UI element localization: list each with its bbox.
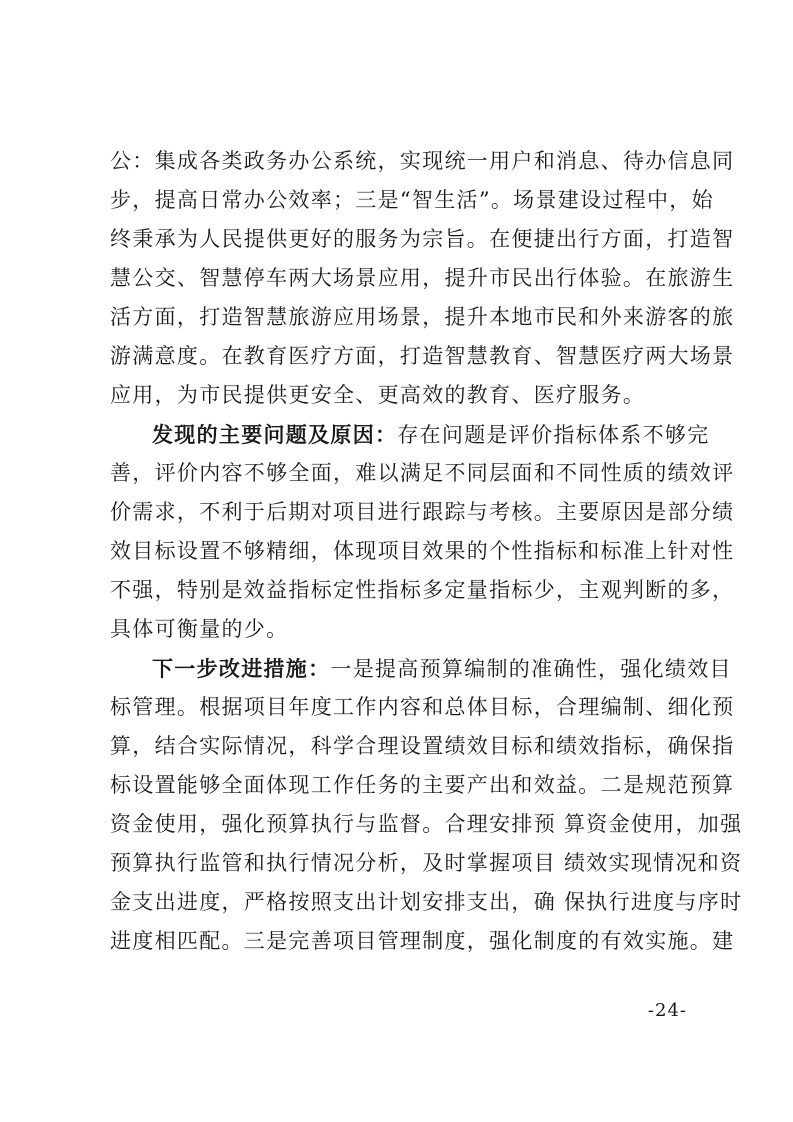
text-line: 价需求，不利于后期对项目进行跟踪与考核。主要原因是部分绩 xyxy=(110,500,735,524)
text-line: 活方面，打造智慧旅游应用场景，提升本地市民和外来游客的旅 xyxy=(110,305,735,329)
text-line: 进度相匹配。三是完善项目管理制度，强化制度的有效实施。建 xyxy=(110,929,735,953)
text-line: 公：集成各类政务办公系统，实现统一用户和消息、待办信息同 xyxy=(110,149,735,173)
text-line: 应用，为市民提供更安全、更高效的教育、医疗服务。 xyxy=(110,383,646,407)
text-line: 标管理。根据项目年度工作内容和总体目标，合理编制、细化预 xyxy=(110,695,735,719)
text-line: 效目标设置不够精细，体现项目效果的个性指标和标准上针对性 xyxy=(110,539,735,563)
text-line: 具体可衡量的少。 xyxy=(110,617,289,641)
text-line-first xyxy=(110,415,710,454)
paragraph-improvements xyxy=(110,649,743,961)
text-line: 终秉承为人民提供更好的服务为宗旨。在便捷出行方面，打造智 xyxy=(110,227,735,251)
text-line-first xyxy=(110,649,732,688)
text-line: 算，结合实际情况，科学合理设置绩效目标和绩效指标，确保指 xyxy=(110,734,735,758)
text-line: 资金使用，强化预算执行与监督。合理安排预 算资金使用，加强 xyxy=(110,812,743,836)
paragraph-problems xyxy=(110,415,735,649)
text-line: 预算执行监管和执行情况分析，及时掌握项目 绩效实现情况和资 xyxy=(110,851,743,875)
text-line: 善，评价内容不够全面，难以满足不同层面和不同性质的绩效评 xyxy=(110,461,735,485)
text-run: 一是提高预算编制的准确性，强化绩效目 xyxy=(330,657,732,681)
paragraph-smart-life xyxy=(110,142,735,415)
text-line: 标设置能够全面体现工作任务的主要产出和效益。二是规范预算 xyxy=(110,773,735,797)
text-line: 步，提高日常办公效率；三是“智生活”。场景建设过程中，始 xyxy=(110,188,714,212)
text-line: 不强，特别是效益指标定性指标多定量指标少，主观判断的多， xyxy=(110,578,735,602)
text-line: 游满意度。在教育医疗方面，打造智慧教育、智慧医疗两大场景 xyxy=(110,344,735,368)
text-line: 慧公交、智慧停车两大场景应用，提升市民出行体验。在旅游生 xyxy=(110,266,735,290)
text-run: 存在问题是评价指标体系不够完 xyxy=(397,423,710,447)
text-line: 金支出进度，严格按照支出计划安排支出，确 保执行进度与序时 xyxy=(110,890,743,914)
paragraph-heading: 下一步改进措施： xyxy=(152,656,331,681)
paragraph-heading: 发现的主要问题及原因： xyxy=(152,422,398,447)
page-number: -24- xyxy=(647,1000,687,1021)
